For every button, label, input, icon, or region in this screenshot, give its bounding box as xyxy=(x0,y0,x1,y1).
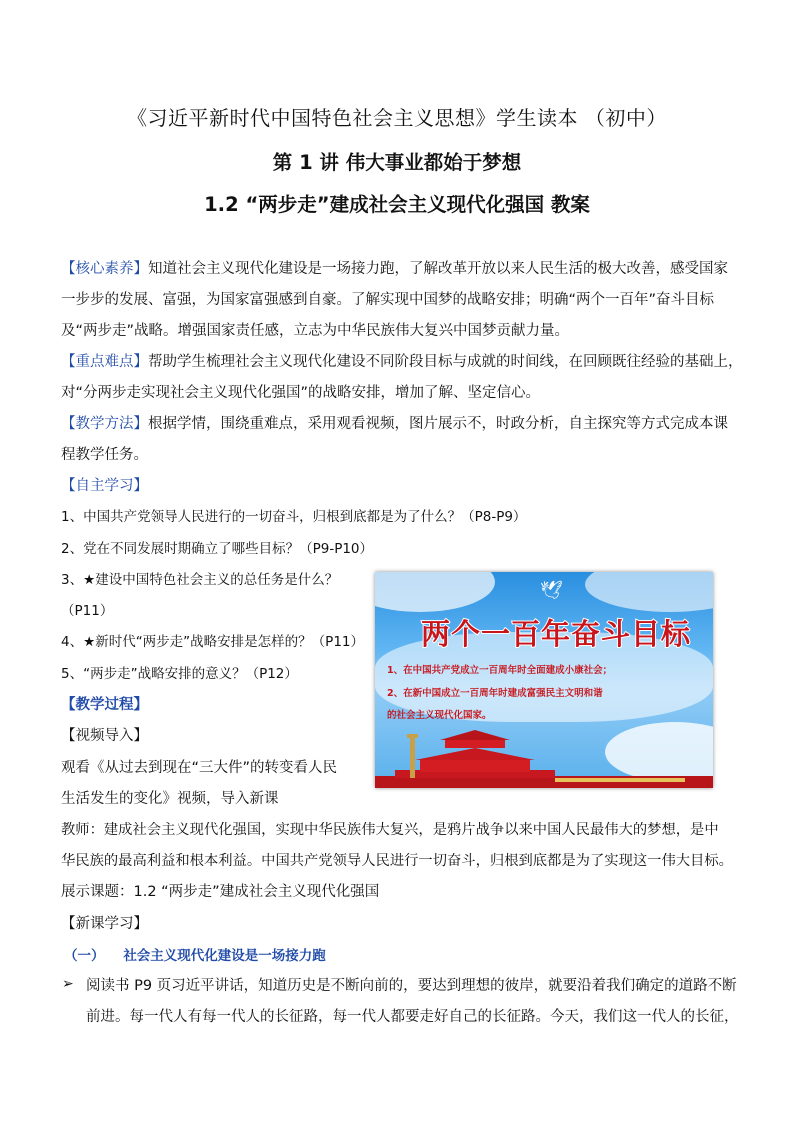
cloud-shape xyxy=(375,572,495,612)
question-2: 2、党在不同发展时期确立了哪些目标？（P9-P10） xyxy=(61,541,374,557)
subsection-1-number: （一） xyxy=(64,948,105,964)
subsection-1-heading xyxy=(64,944,326,964)
question-1: 1、中国共产党领导人民进行的一切奋斗，归根到底都是为了什么？（P8-P9） xyxy=(61,509,527,525)
self-study-heading: 【自主学习】 xyxy=(61,478,148,494)
core-literacy-line-1 xyxy=(61,259,728,279)
question-5: 5、“两步走”战略安排的意义？（P12） xyxy=(61,666,298,682)
poster-goal-2: 2、在新中国成立一百周年时建成富强民主文明和谐 xyxy=(387,688,603,699)
core-literacy-text: 知道社会主义现代化建设是一场接力跑，了解改革开放以来人民生活的极大改善，感受国家 xyxy=(148,261,728,277)
video-intro-heading: 【视频导入】 xyxy=(61,728,148,744)
method-tag: 【教学方法】 xyxy=(61,416,148,432)
tiananmen-icon xyxy=(375,726,713,788)
question-3-page: （P11） xyxy=(61,603,114,619)
poster-title: 两个一百年奋斗目标 xyxy=(421,617,692,651)
core-literacy-tag: 【核心素养】 xyxy=(61,261,148,277)
key-points-tag: 【重点难点】 xyxy=(61,354,148,370)
bullet-line-1: 阅读书 P9 页习近平讲话，知道历史是不断向前的，要达到理想的彼岸，就要沿着我们确定的道路不断 xyxy=(86,978,737,994)
video-intro-line-1: 观看《从过去到现在“三大件”的转变看人民 xyxy=(61,760,338,776)
video-intro-line-2: 生活发生的变化》视频，导入新课 xyxy=(61,791,279,807)
two-centenary-goals-image xyxy=(375,572,713,788)
key-points-line-1 xyxy=(61,352,743,372)
new-lesson-heading: 【新课学习】 xyxy=(61,916,148,932)
lesson-title: 1.2 “两步走”建成社会主义现代化强国 教案 xyxy=(204,193,590,216)
method-line-1 xyxy=(61,414,728,434)
cloud-shape xyxy=(585,572,713,612)
bullet-arrow-icon: ➢ xyxy=(62,976,74,992)
teacher-line-1: 教师：建成社会主义现代化强国，实现中华民族伟大复兴，是鸦片战争以来中国人民最伟大的梦想，是中 xyxy=(61,822,719,838)
method-text: 根据学情，围绕重难点，采用观看视频，图片展示不，时政分析，自主探究等方式完成本课 xyxy=(148,416,728,432)
question-4: 4、★新时代“两步走”战略安排是怎样的？（P11） xyxy=(61,634,364,650)
bullet-line-2: 前进。每一代人有每一代人的长征路，每一代人都要走好自己的长征路。今天，我们这一代人的长征， xyxy=(86,1009,739,1025)
core-literacy-line-3: 及“两步走”战略。增强国家责任感，立志为中华民族伟大复兴中国梦贡献力量。 xyxy=(61,323,570,339)
key-points-line-2: 对“分两步走实现社会主义现代化强国”的战略安排，增加了解、坚定信心。 xyxy=(61,385,541,401)
poster-goal-3: 的社会主义现代化国家。 xyxy=(387,710,492,721)
show-topic: 展示课题：1.2 “两步走”建成社会主义现代化强国 xyxy=(61,884,380,900)
question-3: 3、★建设中国特色社会主义的总任务是什么？ xyxy=(61,572,339,588)
lecture-title: 第 1 讲 伟大事业都始于梦想 xyxy=(272,151,522,174)
subsection-1-title: 社会主义现代化建设是一场接力跑 xyxy=(123,948,326,964)
method-line-2: 程教学任务。 xyxy=(61,447,148,463)
poster-goal-1: 1、在中国共产党成立一百周年时全面建成小康社会； xyxy=(387,665,613,676)
teaching-process-heading: 【教学过程】 xyxy=(61,697,148,713)
teacher-line-2: 华民族的最高利益和根本利益。中国共产党领导人民进行一切奋斗，归根到底都是为了实现这一伟大目标。 xyxy=(61,853,733,869)
book-title: 《习近平新时代中国特色社会主义思想》学生读本 （初中） xyxy=(127,106,667,130)
dove-icon: 🕊 xyxy=(540,580,563,601)
core-literacy-line-2: 一步步的发展、富强，为国家富强感到自豪。了解实现中国梦的战略安排；明确“两个一百年”奋斗目标 xyxy=(61,292,715,308)
key-points-text: 帮助学生梳理社会主义现代化建设不同阶段目标与成就的时间线，在回顾既往经验的基础上， xyxy=(148,354,743,370)
